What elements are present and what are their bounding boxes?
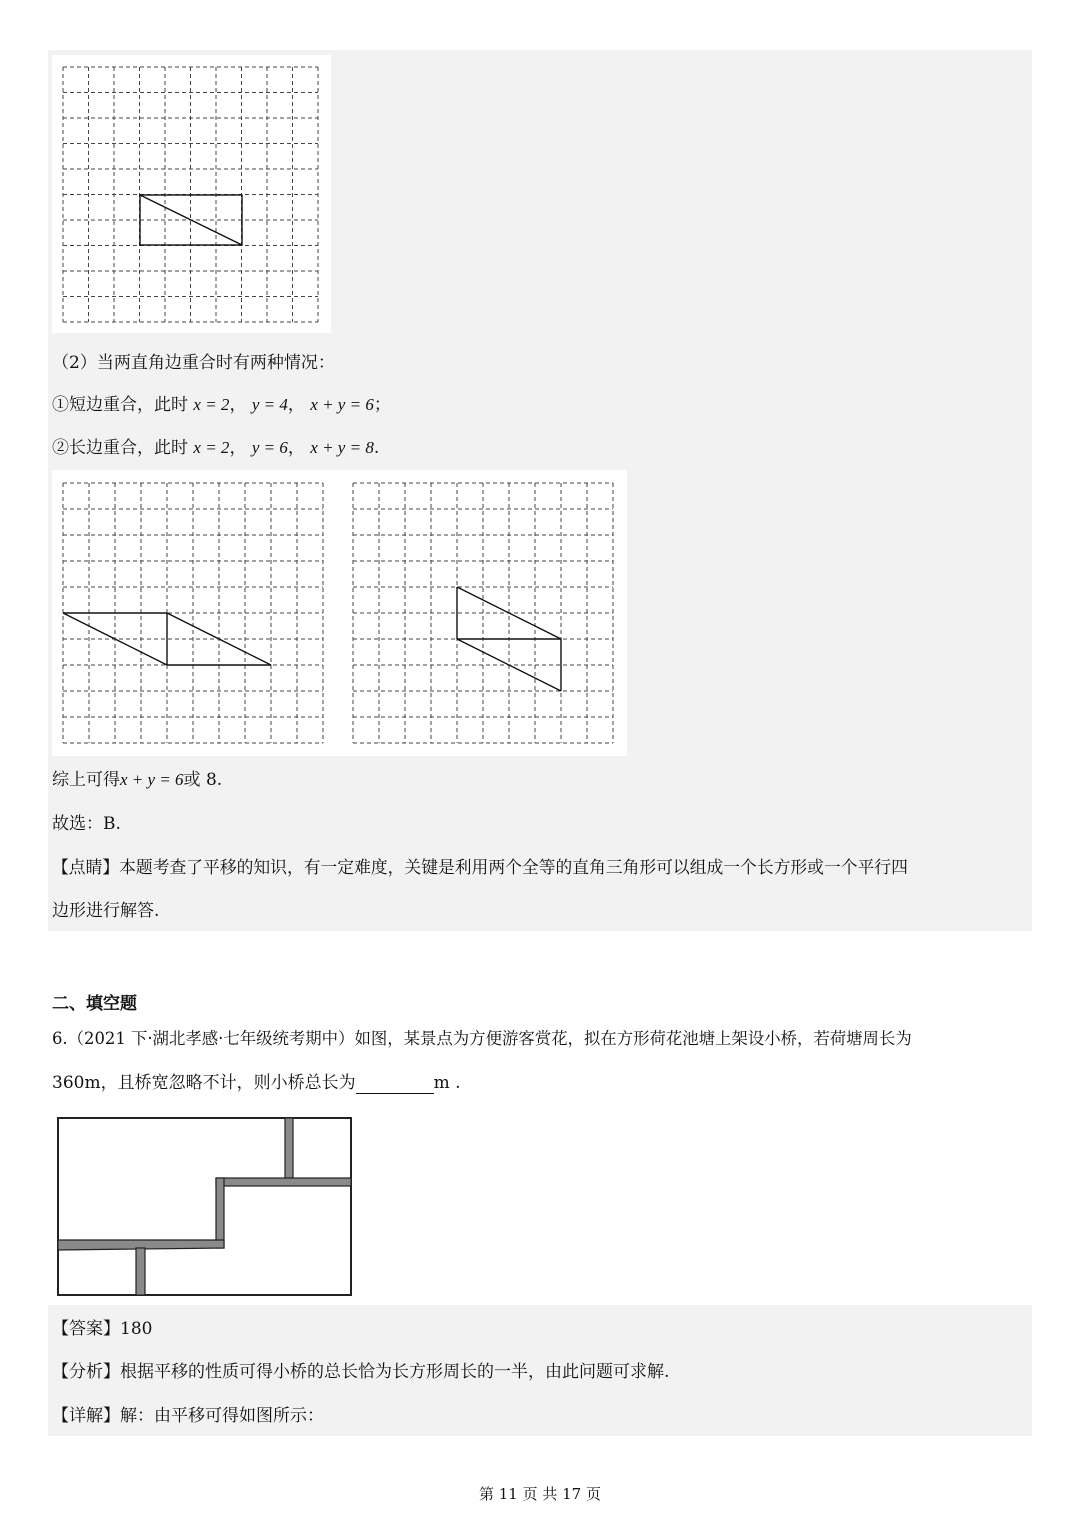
case1-end: ； [373, 395, 391, 415]
grid-figures-parallelograms [52, 470, 627, 756]
case2-marker: ② [52, 438, 69, 458]
comment-line-1: 【点睛】本题考查了平移的知识，有一定难度，关键是利用两个全等的直角三角形可以组成一个长方形或一个平行四 [52, 857, 908, 877]
pond-bridge-svg [56, 1116, 354, 1298]
case1-line: ①短边重合，此时 x = 2， y = 4， x + y = 6； [52, 395, 391, 415]
case2-y: y = 6 [251, 438, 288, 457]
section-title: 二、填空题 [52, 994, 137, 1014]
case1-y: y = 4 [251, 395, 288, 414]
question-line-2 [52, 1072, 461, 1094]
grid-figure-rectangle-svg [52, 55, 331, 333]
analysis-line: 【分析】根据平移的性质可得小桥的总长恰为长方形周长的一半，由此问题可求解. [52, 1362, 670, 1382]
detail-line: 【详解】解：由平移可得如图所示： [52, 1406, 324, 1426]
grid-figure-rectangle [52, 55, 331, 333]
case2-sum: x + y = 8 [310, 438, 374, 457]
case2-line: ②长边重合，此时 x = 2， y = 6， x + y = 8. [52, 438, 380, 458]
answer-line: 【答案】180 [52, 1319, 153, 1339]
answer-blank [356, 1075, 434, 1094]
case1-sum: x + y = 6 [310, 395, 374, 414]
case2-end: . [373, 438, 380, 458]
summary-suffix: 或 8. [183, 770, 223, 790]
case2-x: x = 2 [193, 438, 230, 457]
summary-prefix: 综上可得 [52, 770, 120, 790]
case1-text: 短边重合，此时 [69, 395, 188, 415]
page-footer: 第 11 页 共 17 页 [478, 1485, 601, 1503]
pond-bridge-figure [56, 1116, 354, 1298]
case-intro: （2）当两直角边重合时有两种情况： [52, 353, 335, 373]
question-line2-prefix: 360m，且桥宽忽略不计，则小桥总长为 [52, 1073, 356, 1093]
question-line2-suffix: m . [433, 1073, 461, 1093]
comment-line-2: 边形进行解答. [52, 901, 160, 921]
case1-marker: ① [52, 395, 69, 415]
grid-figures-svg [52, 470, 627, 756]
case1-x: x = 2 [193, 395, 230, 414]
summary-expr: x + y = 6 [120, 770, 184, 789]
summary-line [52, 769, 222, 791]
case2-text: 长边重合，此时 [69, 438, 188, 458]
choice-line: 故选：B. [52, 814, 121, 834]
question-line-1: 6.（2021 下·湖北孝感·七年级统考期中）如图，某景点为方便游客赏花，拟在方形荷花池塘上架设小桥，若荷塘周长为 [52, 1029, 912, 1048]
